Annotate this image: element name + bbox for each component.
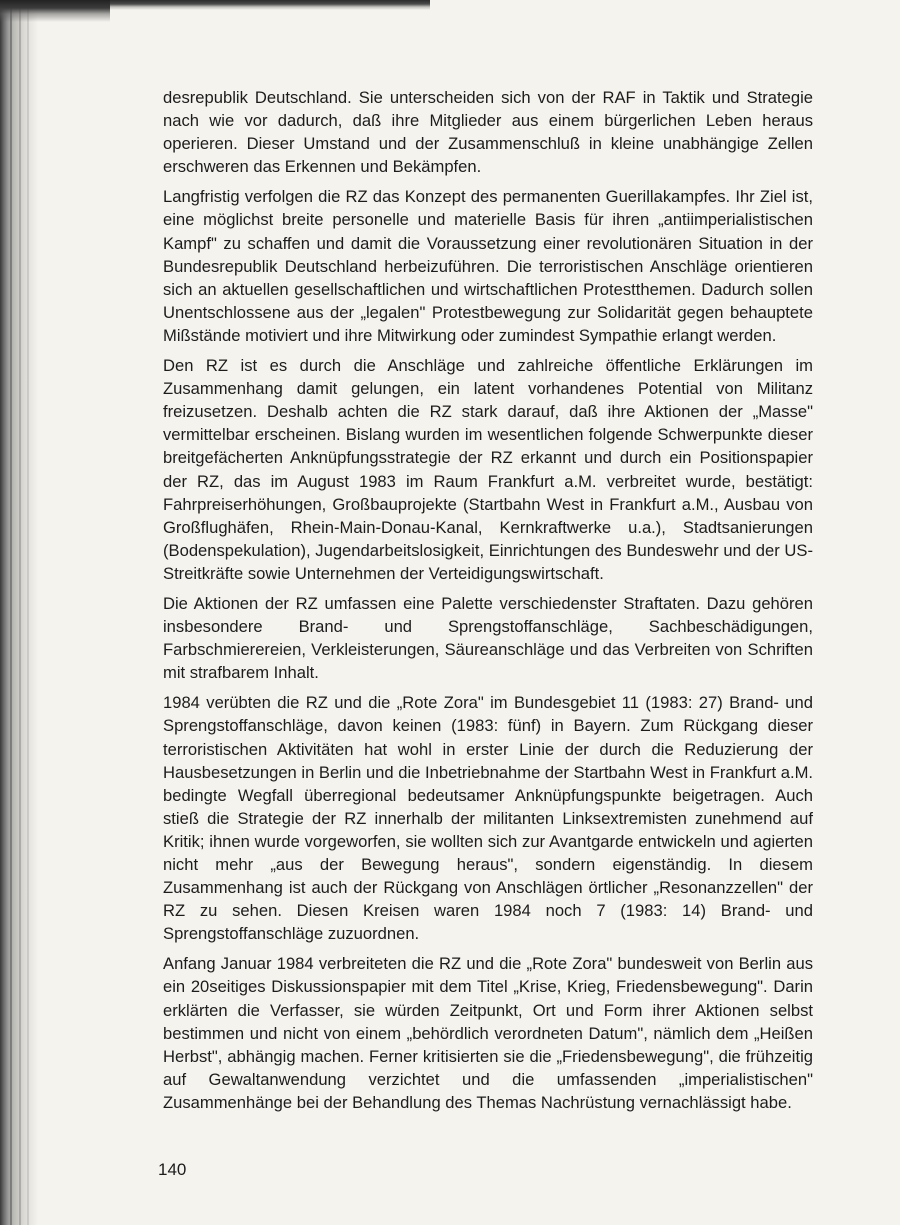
- paragraph: Langfristig verfolgen die RZ das Konzept des permanenten Guerillakampfes. Ihr Ziel ist, eine möglichst breite personelle und materielle Basis für ihren „antiimperialistischen Kampf" zu schaffen und damit die Voraussetzung einer revolutionären Situation in der Bundesrepublik Deutschland herbeizuführen. Die terroristischen Anschläge orientieren sich an aktuellen gesellschaftlichen und wirtschaftlichen Protestthemen. Dadurch sollen Unentschlossene aus der „legalen" Protestbewegung zur Solidarität gegen behauptete Mißstände motiviert und ihre Mitwirkung oder zumindest Sympathie erlangt werden.: [163, 187, 813, 345]
- paragraph: 1984 verübten die RZ und die „Rote Zora" im Bundesgebiet 11 (1983: 27) Brand- und Sprengstoffanschläge, davon keinen (1983: fünf) in Bayern. Zum Rückgang dieser terroristischen Aktivitäten hat wohl in erster Linie der durch die Reduzierung der Hausbesetzungen in Berlin und die Inbetriebnahme der Startbahn West in Frankfurt a.M. bedingte Wegfall überregional bedeutsamer Anknüpfungspunkte beigetragen. Auch stieß die Strategie der RZ innerhalb der militanten Linksextremisten zunehmend auf Kritik; ihnen wurde vorgeworfen, sie wollten sich zur Avantgarde entwickeln und agierten nicht mehr „aus der Bewegung heraus", sondern eigenständig. In diesem Zusammenhang ist auch der Rückgang von Anschlägen örtlicher „Resonanzzellen" der RZ zu sehen. Diesen Kreisen waren 1984 noch 7 (1983: 14) Brand- und Sprengstoffanschläge zuzuordnen.: [163, 693, 813, 944]
- page-number: 140: [158, 1160, 187, 1179]
- paragraph: Den RZ ist es durch die Anschläge und zahlreiche öffentliche Erklärungen im Zusammenhang damit gelungen, ein latent vorhandenes Potential von Militanz freizusetzen. Deshalb achten die RZ stark darauf, daß ihre Aktionen der „Masse" vermittelbar erscheinen. Bislang wurden im wesentlichen folgende Schwerpunkte dieser breitgefächerten Anknüpfungsstrategie der RZ erkannt und durch ein Positionspapier der RZ, das im August 1983 im Raum Frankfurt a.M. verbreitet wurde, bestätigt: Fahrpreiserhöhungen, Großbauprojekte (Startbahn West in Frankfurt a.M., Ausbau von Großflughäfen, Rhein-Main-Donau-Kanal, Kernkraftwerke u.a.), Stadtsanierungen (Bodenspekulation), Jugendarbeitslosigkeit, Einrichtungen des Bundeswehr und der US-Streitkräfte sowie Unternehmen der Verteidigungswirtschaft.: [163, 356, 813, 583]
- binding-stripe: [10, 0, 12, 1225]
- paragraph: Die Aktionen der RZ umfassen eine Palette verschiedenster Straftaten. Dazu gehören insbesondere Brand- und Sprengstoffanschläge, Sachbeschädigungen, Farbschmierereien, Verkleisterungen, Säureanschläge und das Verbreiten von Schriften mit strafbarem Inhalt.: [163, 593, 813, 683]
- body-text: [163, 86, 813, 1121]
- paragraph: Anfang Januar 1984 verbreiteten die RZ und die „Rote Zora" bundesweit von Berlin aus ein 20seitiges Diskussionspapier mit dem Titel „Krise, Krieg, Friedensbewegung". Darin erklärten die Verfasser, sie würden Zeitpunkt, Ort und Form ihrer Aktionen selbst bestimmen und nicht von einem „behördlich verordneten Datum", nämlich dem „Heißen Herbst", abhängig machen. Ferner kritisierten sie die „Friedensbewegung", die frühzeitig auf Gewaltanwendung verzichtet und die umfassenden „imperialistischen" Zusammenhänge bei der Behandlung des Themas Nachrüstung vernachlässigt habe.: [163, 954, 813, 1112]
- scan-top-corner: [0, 0, 110, 22]
- paragraph: desrepublik Deutschland. Sie unterscheiden sich von der RAF in Taktik und Strategie nach wie vor dadurch, daß ihre Mitglieder aus einem bürgerlichen Leben heraus operieren. Dieser Umstand und der Zusammenschluß in kleine unabhängige Zellen erschweren das Erkennen und Bekämpfen.: [163, 88, 813, 177]
- binding-stripe: [27, 0, 29, 1225]
- binding-stripe: [19, 0, 21, 1225]
